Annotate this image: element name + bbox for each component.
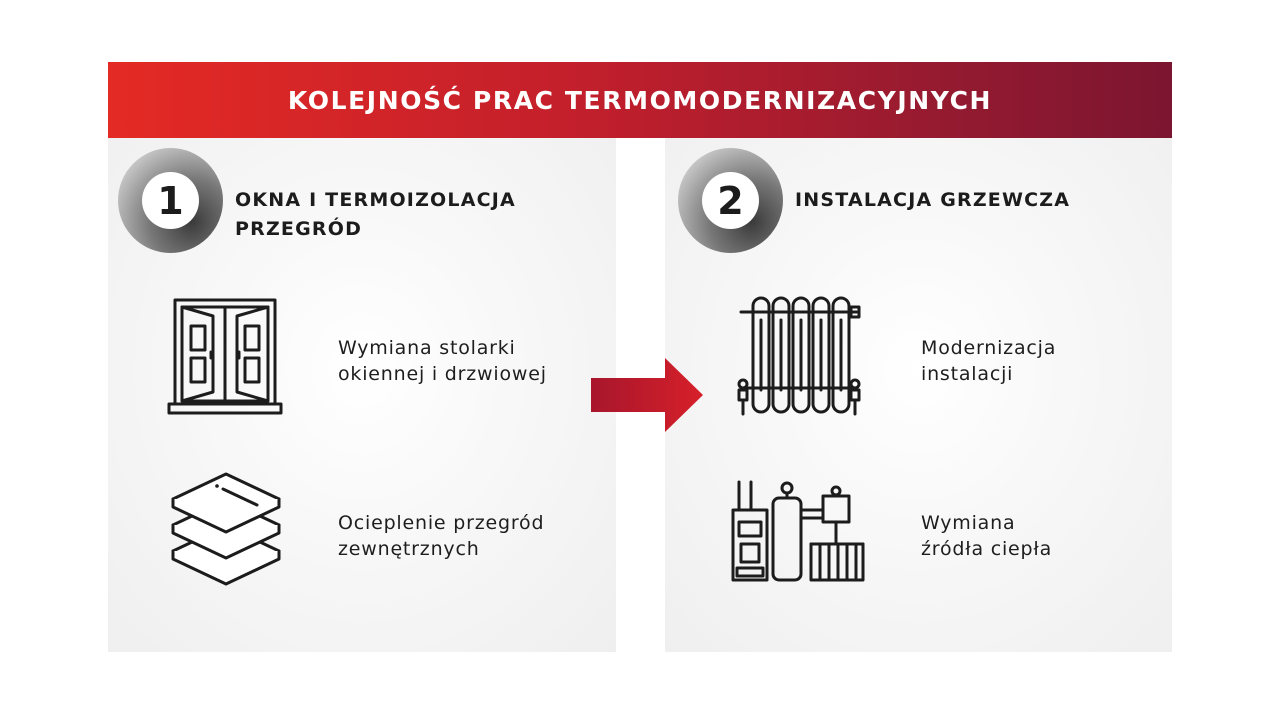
step-1-title-line: OKNA I TERMOIZOLACJA	[235, 189, 516, 211]
item-text-line: okiennej i drzwiowej	[338, 363, 547, 385]
step-1-item-1-text	[338, 335, 547, 387]
item-text-line: źródła ciepła	[921, 538, 1053, 560]
item-text-line: Ocieplenie przegród	[338, 512, 545, 534]
item-text-line: Wymiana	[921, 512, 1016, 534]
step-2-number-badge	[678, 148, 783, 253]
step-1-item-2-text	[338, 510, 544, 562]
page-title: KOLEJNOŚĆ PRAC TERMOMODERNIZACYJNYCH	[287, 85, 993, 115]
item-text-line: Wymiana stolarki	[338, 337, 516, 359]
step-2-title	[795, 186, 1070, 215]
item-text-line: instalacji	[921, 363, 1014, 385]
item-text-line: zewnętrznych	[338, 538, 480, 560]
step-2-item-1-text	[921, 335, 1056, 387]
radiator-icon	[735, 292, 865, 422]
insulation-layers-icon	[163, 470, 289, 590]
next-step-arrow	[591, 358, 705, 437]
step-1-number-badge	[118, 148, 223, 253]
boiler-icon	[725, 478, 867, 586]
step-1-title-line: PRZEGRÓD	[235, 218, 363, 240]
item-text-line: Modernizacja	[921, 337, 1057, 359]
window-icon	[163, 294, 287, 418]
step-2-item-2-text	[921, 510, 1052, 562]
header-banner	[108, 62, 1172, 138]
step-1-number: 1	[142, 172, 199, 229]
step-1-title	[235, 186, 516, 244]
step-2-number: 2	[702, 172, 759, 229]
step-2-title-line: INSTALACJA GRZEWCZA	[795, 189, 1071, 211]
